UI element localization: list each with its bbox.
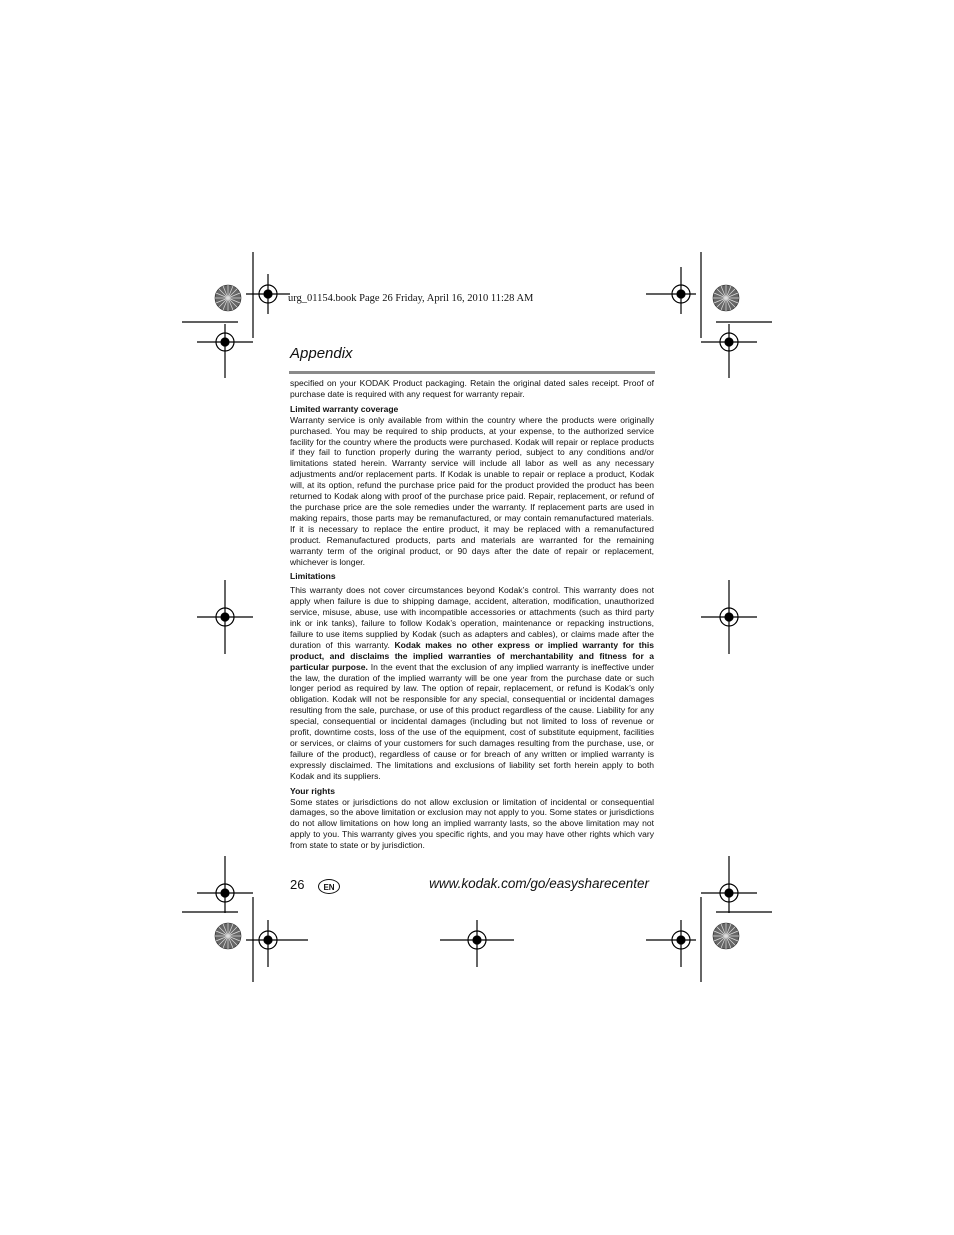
section-title: Appendix bbox=[290, 345, 353, 362]
limitations-paragraph bbox=[290, 585, 654, 781]
warranty-body bbox=[290, 378, 654, 851]
intro-paragraph: specified on your KODAK Product packaging. Retain the original dated sales receipt. Proof of purchase date is required with any request for warranty repair. bbox=[290, 378, 654, 399]
print-slug: urg_01154.book Page 26 Friday, April 16, 2010 11:28 AM bbox=[288, 293, 534, 304]
registration-target-icon bbox=[197, 324, 253, 378]
starburst-target-icon bbox=[215, 285, 241, 311]
registration-target-icon bbox=[246, 920, 308, 967]
limitations-text-b: In the event that the exclusion of any implied warranty is ineffective under the law, the duration of the implied warranty will be one year from the purchase date or such longer period as required by law. The option of repair, replacement, or refund is Kodak’s only obligation. Kodak will not be responsible for any special, consequential or incidental damages resulting from the sale, purchase, or use of this product regardless of the cause. Liability for any special, consequential or incidental damages (including but not limited to loss of revenue or profit, downtime costs, loss of the use of the equipment, cost of substitute equipment, facilities or services, or claims of your customers for such damages resulting from the purchase, use, or failure of the product), regardless of cause or for breach of any written or implied warranty is expressly disclaimed. The limitations and exclusions of liability set forth herein apply to both Kodak and its suppliers. bbox=[290, 661, 654, 781]
starburst-target-icon bbox=[215, 923, 241, 949]
language-badge: EN bbox=[318, 879, 340, 894]
limitations-text-a: This warranty does not cover circumstances beyond Kodak’s control. This warranty does not apply when failure is due to shipping damage, accident, alteration, modification, unauthorized service, misuse, abuse, use with incompatible accessories or attachments (such as third party ink or ink tanks), failure to follow Kodak’s operation, maintenance or repacking instructions, failure to use items supplied by Kodak (such as adapters and cables), or claims made after the duration of this warranty. bbox=[290, 585, 654, 650]
registration-target-icon bbox=[701, 324, 757, 378]
registration-target-icon bbox=[440, 920, 514, 967]
coverage-heading: Limited warranty coverage bbox=[290, 403, 399, 414]
limitations-heading: Limitations bbox=[290, 571, 336, 582]
registration-target-icon bbox=[197, 856, 253, 913]
starburst-target-icon bbox=[713, 285, 739, 311]
registration-target-icon bbox=[197, 580, 253, 654]
rights-heading: Your rights bbox=[290, 785, 335, 796]
coverage-paragraph: Warranty service is only available from within the country where the products were originally purchased. You may be required to ship products, at your expense, to the authorized service facility for the country where the products were purchased. Kodak will repair or replace products if they fail to function properly during the warranty period, subject to any conditions and/or limitations stated herein. Warranty service will include all labor as well as any necessary adjustments and/or replacement parts. If Kodak is unable to repair or replace a product, Kodak will, at its option, refund the purchase price paid for the product provided the product has been returned to Kodak along with proof of the purchase price paid. Repair, replacement, or refund of the purchase price are the sole remedies under the warranty. If replacement parts are used in making repairs, those parts may be remanufactured, or may contain remanufactured materials. If it is necessary to replace the entire product, it may be replaced with a remanufactured product. Remanufactured products, parts and materials are warranted for the remaining warranty term of the original product, or 90 days after the date of repair or replacement, whichever is longer. bbox=[290, 414, 654, 567]
registration-target-icon bbox=[646, 920, 696, 967]
registration-target-icon bbox=[646, 267, 696, 314]
starburst-target-icon bbox=[713, 923, 739, 949]
footer-url[interactable]: www.kodak.com/go/easysharecenter bbox=[429, 876, 649, 891]
rights-paragraph: Some states or jurisdictions do not allow exclusion or limitation of incidental or consequential damages, so the above limitation or exclusion may not apply to you. Some states or jurisdictions do not allow limitations on how long an implied warranty lasts, so the above limitation may not apply to you. This warranty gives you specific rights, and you may have other rights which vary from state to state or by jurisdiction. bbox=[290, 796, 654, 851]
registration-target-icon bbox=[701, 580, 757, 654]
page-number: 26 bbox=[290, 877, 305, 892]
registration-target-icon bbox=[701, 856, 757, 913]
limitations-disclaimer: Kodak makes no other express or implied warranty for this product, and disclaims the implied warranties of merchantability and fitness for a particular purpose. bbox=[290, 639, 654, 672]
header-rule bbox=[289, 371, 655, 374]
